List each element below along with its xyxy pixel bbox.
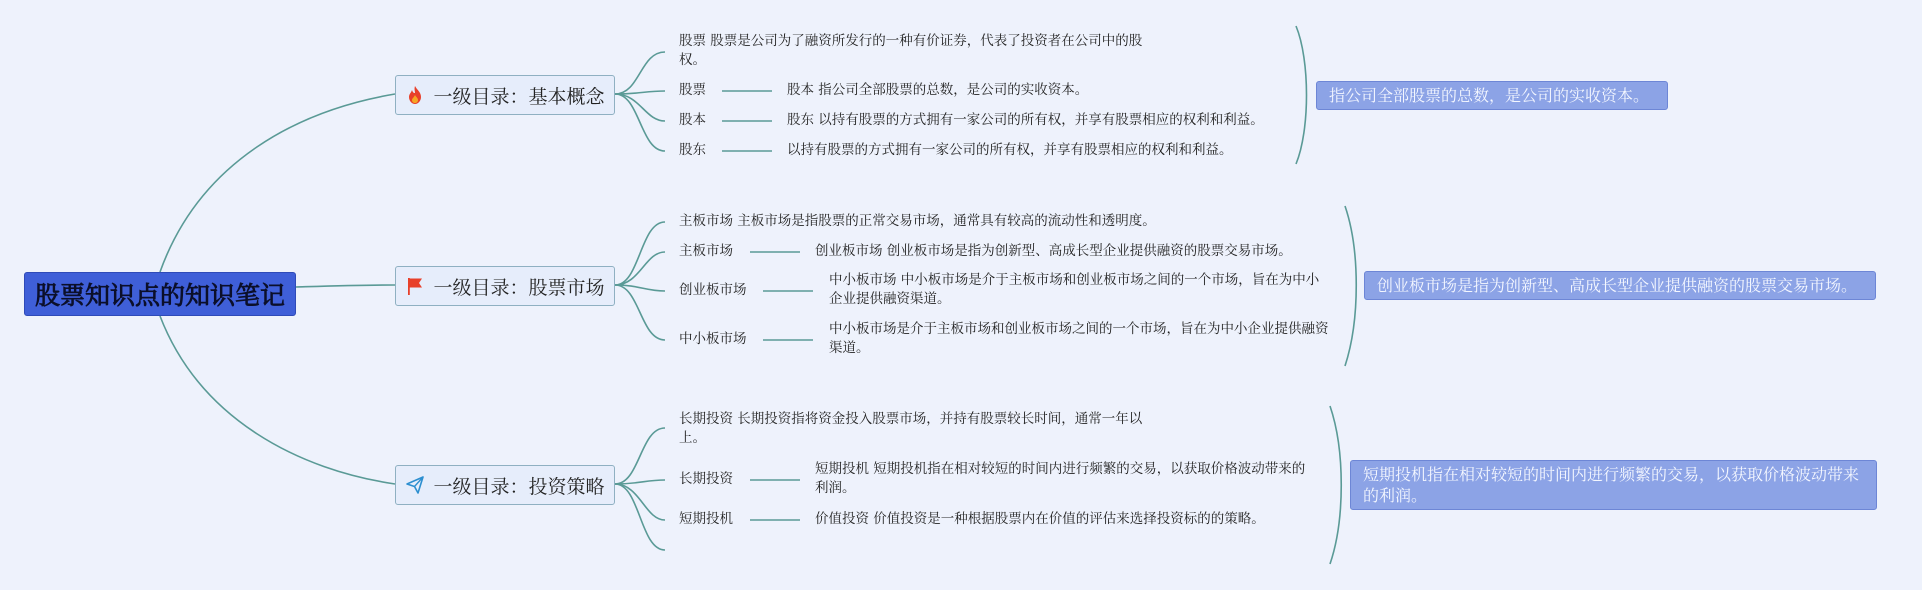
summary-node[interactable]: 指公司全部股票的总数，是公司的实收资本。: [1316, 81, 1668, 110]
leaf-node[interactable]: 中小板市场: [679, 331, 747, 347]
leaf-node[interactable]: 长期投资 长期投资指将资金投入股票市场，并持有股票较长时间，通常一年以上。: [679, 411, 1143, 446]
fire-icon: [405, 85, 425, 105]
root-title: 股票知识点的知识笔记: [34, 281, 285, 310]
leaf-node[interactable]: 短期投机: [679, 511, 733, 527]
leaf-node[interactable]: 股票: [679, 82, 706, 98]
link-root-branch-2: [296, 285, 395, 287]
leaf-detail[interactable]: 中小板市场是介于主板市场和创业板市场之间的一个市场，旨在为中小企业提供融资渠道。: [829, 321, 1329, 356]
leaf-node[interactable]: 长期投资: [679, 471, 733, 487]
summary-bracket-1: [1296, 26, 1307, 164]
leaf-detail[interactable]: 短期投机 短期投机指在相对较短的时间内进行频繁的交易，以获取价格波动带来的利润。: [815, 461, 1306, 496]
leaf-node[interactable]: 股票 股票是公司为了融资所发行的一种有价证券，代表了投资者在公司中的股权。: [679, 33, 1143, 68]
link-root-branch-1: [160, 94, 395, 272]
leaf-detail[interactable]: 股本 指公司全部股票的总数，是公司的实收资本。: [787, 82, 1089, 98]
paper-plane-icon: [405, 475, 425, 495]
branch-label: 一级目录：股票市场: [433, 276, 605, 299]
summary-bracket-2: [1345, 206, 1356, 366]
leaf-node[interactable]: 主板市场: [679, 243, 733, 259]
leaf-node[interactable]: 主板市场 主板市场是指股票的正常交易市场，通常具有较高的流动性和透明度。: [679, 213, 1156, 229]
summary-node[interactable]: 创业板市场是指为创新型、高成长型企业提供融资的股票交易市场。: [1364, 271, 1876, 300]
flag-icon: [405, 276, 425, 296]
branch-topic-stock-market[interactable]: [395, 266, 615, 306]
leaf-detail[interactable]: 价值投资 价值投资是一种根据股票内在价值的评估来选择投资标的的策略。: [815, 511, 1265, 527]
leaf-node[interactable]: 股本: [679, 112, 706, 128]
branch-topic-investment-strategy[interactable]: [395, 465, 615, 505]
branch-label: 一级目录：投资策略: [433, 475, 605, 498]
leaf-detail[interactable]: 股东 以持有股票的方式拥有一家公司的所有权，并享有股票相应的权利和利益。: [787, 112, 1264, 128]
summary-node[interactable]: 短期投机指在相对较短的时间内进行频繁的交易，以获取价格波动带来的利润。: [1350, 460, 1877, 510]
branch-topic-basic-concepts[interactable]: [395, 75, 615, 115]
leaf-detail[interactable]: 创业板市场 创业板市场是指为创新型、高成长型企业提供融资的股票交易市场。: [815, 243, 1292, 259]
leaf-detail[interactable]: 中小板市场 中小板市场是介于主板市场和创业板市场之间的一个市场，旨在为中小企业提供融资渠道。: [829, 272, 1320, 307]
summary-bracket-3: [1330, 406, 1341, 564]
leaf-node[interactable]: 创业板市场: [679, 282, 747, 298]
root-topic[interactable]: [24, 272, 296, 316]
leaf-node[interactable]: 股东: [679, 142, 706, 158]
branch-label: 一级目录：基本概念: [433, 85, 605, 108]
leaf-detail[interactable]: 以持有股票的方式拥有一家公司的所有权，并享有股票相应的权利和利益。: [787, 142, 1233, 158]
link-root-branch-3: [160, 316, 395, 484]
